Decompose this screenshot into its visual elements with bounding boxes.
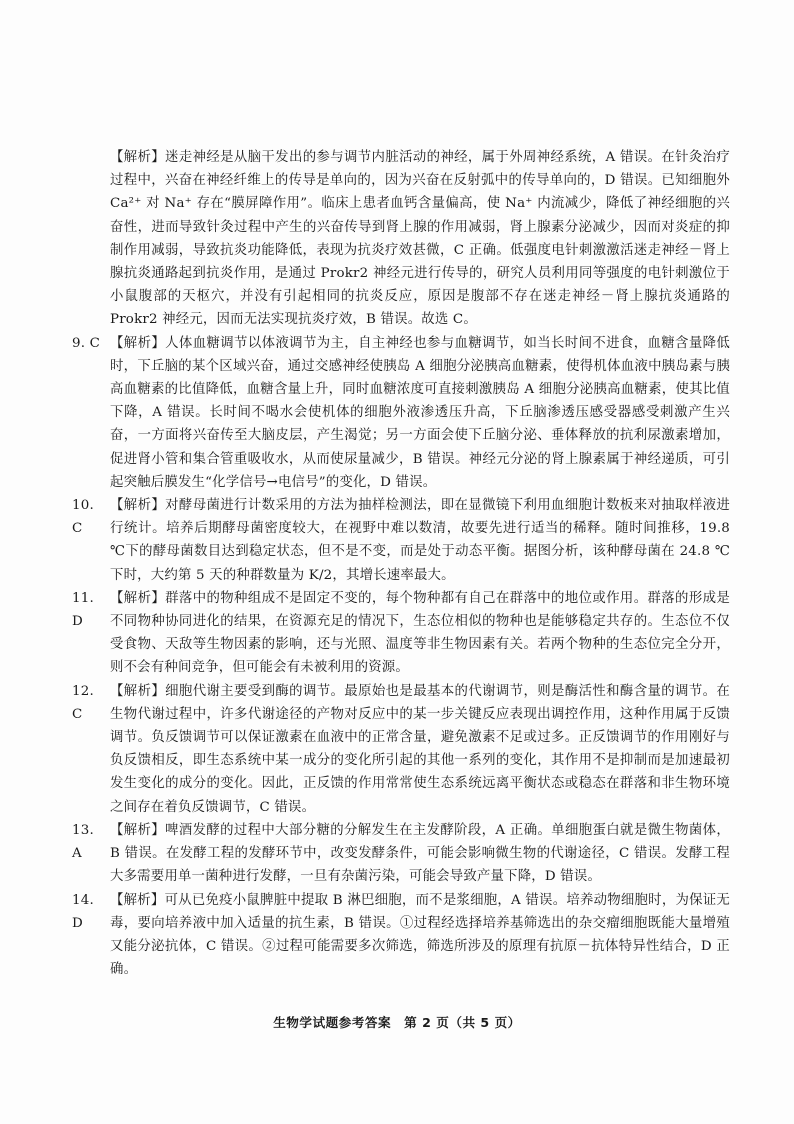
- answer-number: 12. C: [72, 683, 94, 722]
- answer-number: 13. A: [72, 822, 94, 862]
- answer-text: 【解析】人体血糖调节以体液调节为主，自主神经也参与血糖调节，如当长时间不进食，血糖含量降低时，下丘脑的某个区域兴奋，通过交感神经使胰岛 A 细胞分泌胰高血糖素，使得机体血液中胰岛素与胰高血糖素的比值降低，血糖含量上升，同时血糖浓度可直接刺激胰岛 A 细胞分泌胰高血糖素，使其比值下降，A 错误。长时间不喝水会使机体的细胞外液渗透压升高，下丘脑渗透压感受器感受刺激产生兴奋，一方面将兴奋传至大脑皮层，产生渴觉；另一方面会使下丘脑分泌、垂体释放的抗利尿激素增加，促进肾小管和集合管重吸收水，从而使尿量减少，B 错误。神经元分泌的肾上腺素属于神经递质，可引起突触后膜发生“化学信号→电信号”的变化，D 错误。: [110, 335, 730, 490]
- answer-item-8-cont: [72, 146, 730, 332]
- answer-number: 9. C: [72, 335, 101, 351]
- page-footer: 生物学试题参考答案 第 2 页（共 5 页）: [273, 1015, 521, 1030]
- answer-text: 【解析】迷走神经是从脑干发出的参与调节内脏活动的神经，属于外周神经系统，A 错误。在针灸治疗过程中，兴奋在神经纤维上的传导是单向的，因为兴奋在反射弧中的传导单向的，D 错误。已知细胞外 Ca²⁺ 对 Na⁺ 存在“膜屏障作用”。临床上患者血钙含量偏高，使 Na⁺ 内流减少，降低了神经细胞的兴奋性，进而导致针灸过程中产生的兴奋传导到肾上腺的作用减弱，肾上腺素分泌减少，因而对炎症的抑制作用减弱，导致抗炎功能降低，表现为抗炎疗效甚微，C 正确。低强度电针刺激激活迷走神经－肾上腺抗炎通路起到抗炎作用，是通过 Prokr2 神经元进行传导的，研究人员利用同等强度的电针刺激位于小鼠腹部的天枢穴，并没有引起相同的抗炎反应，原因是腹部不存在迷走神经－肾上腺抗炎通路的 Prokr2 神经元，因而无法实现抗炎疗效，B 错误。故选 C。: [110, 150, 730, 328]
- answer-number: 11. D: [72, 590, 94, 630]
- answer-number: 14. D: [72, 892, 94, 931]
- answer-text: 【解析】细胞代谢主要受到酶的调节。最原始也是最基本的代谢调节，则是酶活性和酶含量的调节。在生物代谢过程中，许多代谢途径的产物对反应中的某一步关键反应表现出调控作用，这种作用属于反馈调节。负反馈调节可以保证激素在血液中的正常含量，避免激素不足或过多。正反馈调节的作用刚好与负反馈相反，即生态系统中某一成分的变化所引起的其他一系列的变化，其作用不是抑制而是加速最初发生变化的成分的变化。因此，正反馈的作用常常使生态系统远离平衡状态或稳态在群落和非生物环境之间存在着负反馈调节，C 错误。: [110, 683, 730, 815]
- answer-item-13: [72, 819, 730, 889]
- answer-text: 【解析】对酵母菌进行计数采用的方法为抽样检测法，即在显微镜下利用血细胞计数板来对抽取样液进行统计。培养后期酵母菌密度较大，在视野中难以数清，故要先进行适当的稀释。随时间推移，19.8 ℃下的酵母菌数目达到稳定状态，但不是不变，而是处于动态平衡。据图分析，该种酵母菌在 24.8 ℃下时，大约第 5 天的种群数量为 K/2，其增长速率最大。: [110, 498, 730, 583]
- answer-number: 10. C: [72, 498, 94, 537]
- answer-item-12: [72, 680, 730, 819]
- answer-text: 【解析】可从已免疫小鼠脾脏中提取 B 淋巴细胞，而不是浆细胞，A 错误。培养动物细胞时，为保证无毒，要向培养液中加入适量的抗生素，B 错误。①过程经选择培养基筛选出的杂交瘤细胞既能大量增殖又能分泌抗体，C 错误。②过程可能需要多次筛选，筛选所涉及的原理有抗原－抗体特异性结合，D 正确。: [110, 892, 730, 978]
- answer-text: 【解析】群落中的物种组成不是固定不变的，每个物种都有自己在群落中的地位或作用。群落的形成是不同物种协同进化的结果，在资源充足的情况下，生态位相似的物种也是能够稳定共存的。生态位不仅受食物、天敌等生物因素的影响，还与光照、温度等非生物因素有关。若两个物种的生态位完全分开，则不会有种间竞争，但可能会有未被利用的资源。: [110, 590, 730, 676]
- answer-item-14: [72, 889, 730, 982]
- answer-item-9: [72, 332, 730, 494]
- answer-item-11: [72, 587, 730, 680]
- answer-content: [72, 146, 730, 981]
- answer-text: 【解析】啤酒发酵的过程中大部分糖的分解发生在主发酵阶段，A 正确。单细胞蛋白就是微生物菌体，B 错误。在发酵工程的发酵环节中，改变发酵条件，可能会影响微生物的代谢途径，C 错误。发酵工程大多需要用单一菌种进行发酵，一旦有杂菌污染，可能会导致产量下降，D 错误。: [110, 822, 730, 885]
- answer-item-10: [72, 494, 730, 587]
